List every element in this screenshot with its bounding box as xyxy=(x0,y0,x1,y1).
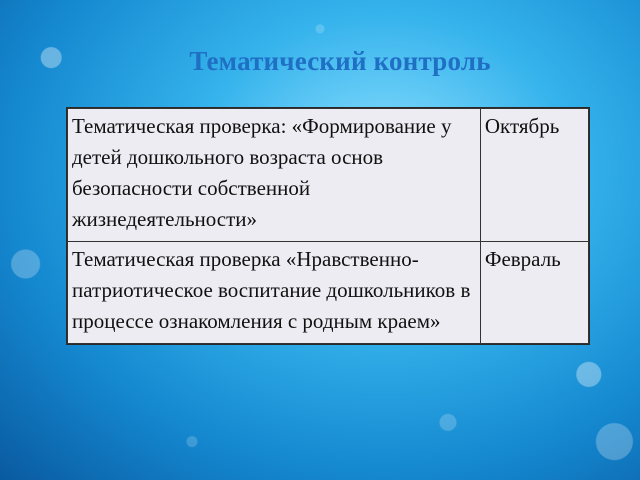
slide-title: Тематический контроль xyxy=(189,46,491,76)
topic-cell: Тематическая проверка: «Формирование у детей дошкольного возраста основ безопасности собственной жизнедеятельности» xyxy=(68,109,481,242)
control-table xyxy=(67,108,589,344)
month-cell: Октябрь xyxy=(480,109,588,242)
month-cell: Февраль xyxy=(480,242,588,344)
topic-cell: Тематическая проверка «Нравственно-патриотическое воспитание дошкольников в процессе ознакомления с родным краем» xyxy=(68,242,481,344)
table-row xyxy=(68,109,589,242)
table-row xyxy=(68,242,589,344)
